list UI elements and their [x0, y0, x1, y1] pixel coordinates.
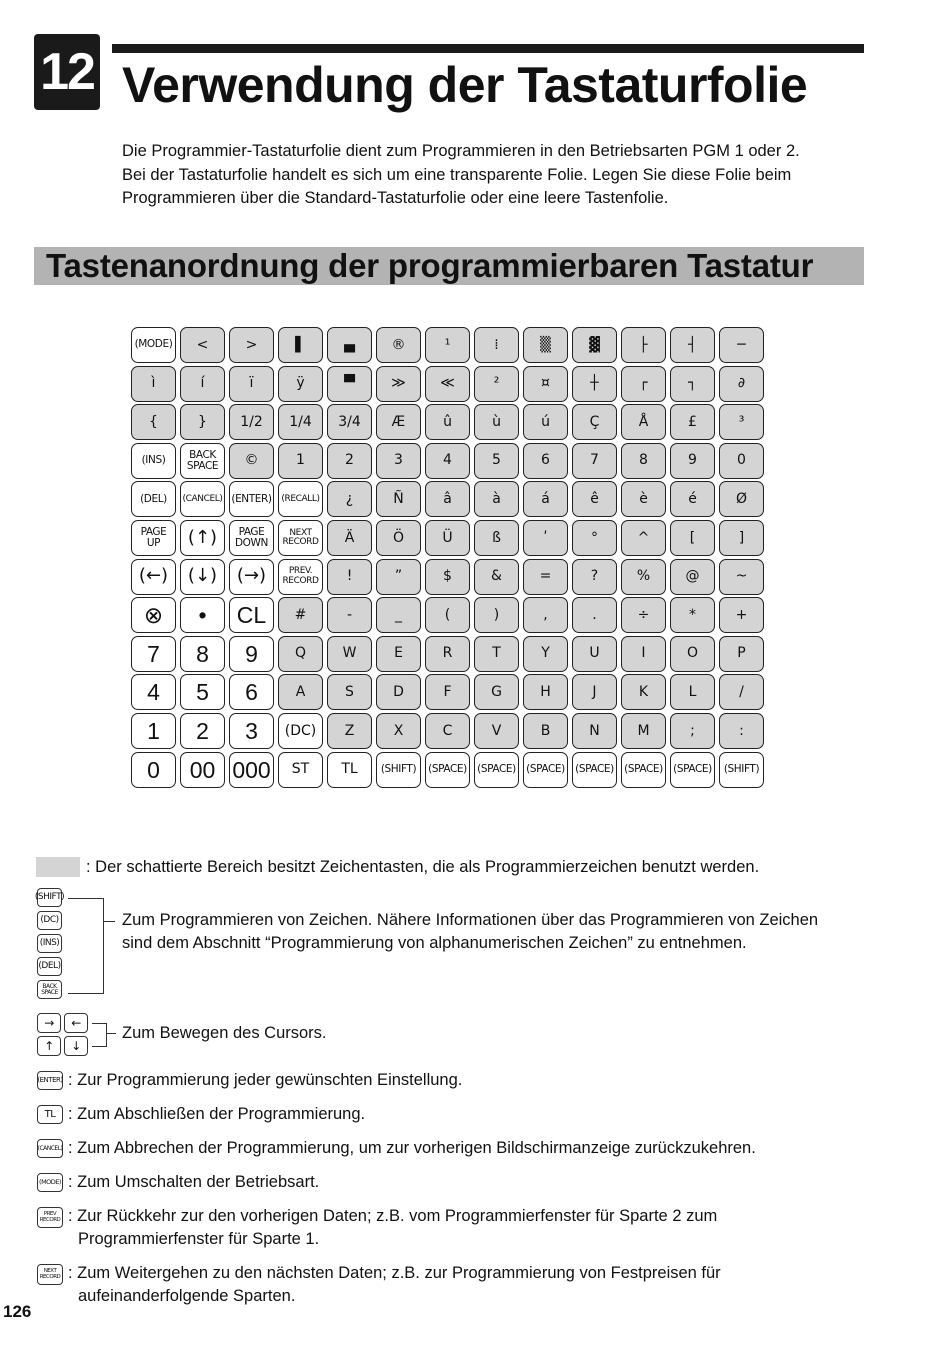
keyboard-key: [	[670, 520, 715, 556]
group-bracket-tick	[103, 921, 115, 922]
group-legend-line: Zum Programmieren von Zeichen. Nähere Informationen über das Programmieren von Zeichen	[122, 911, 819, 929]
cursor-bracket	[92, 1023, 107, 1047]
prev-record-legend-text: : Zur Rückkehr zur den vorherigen Daten; z.B. vom Programmierfenster für Sparte 2 zum	[68, 1207, 718, 1225]
keyboard-key: 9	[229, 636, 274, 672]
enter-key-mini: (ENTER)	[37, 1071, 63, 1090]
keyboard-key: ]	[719, 520, 764, 556]
keyboard-key: G	[474, 674, 519, 710]
keyboard-key: 8	[621, 443, 666, 479]
keyboard-key: _	[376, 597, 421, 633]
keyboard-key: R	[425, 636, 470, 672]
keyboard-key: }	[180, 404, 225, 440]
intro-line: Programmieren über die Standard-Tastaturfolie oder eine leere Tastenfolie.	[122, 189, 669, 207]
tl-key-mini: TL	[37, 1105, 63, 1124]
keyboard-key: í	[180, 366, 225, 402]
keyboard-key: (RECALL)	[278, 481, 323, 517]
arrow-right-icon: →	[37, 1013, 61, 1033]
keyboard-key: ®	[376, 327, 421, 363]
prev-record-key-mini: PREV RECORD	[37, 1207, 63, 1228]
intro-paragraph	[122, 140, 862, 211]
keyboard-key: ^	[621, 520, 666, 556]
keyboard-key: O	[670, 636, 715, 672]
keyboard-key: ⊗	[131, 597, 176, 633]
keyboard-key: ;	[670, 713, 715, 749]
next-record-legend-text: : Zum Weitergehen zu den nächsten Daten; z.B. zur Programmierung von Festpreisen für	[68, 1264, 721, 1282]
keyboard-key: (SPACE)	[670, 752, 715, 788]
keyboard-key: ≪	[425, 366, 470, 402]
keyboard-key: 4	[131, 674, 176, 710]
keyboard-key: 5	[180, 674, 225, 710]
tl-legend-text: : Zum Abschließen der Programmierung.	[68, 1105, 366, 1123]
keyboard-key: /	[719, 674, 764, 710]
keyboard-key: (INS)	[131, 443, 176, 479]
keyboard-key: (←)	[131, 559, 176, 595]
keyboard-key: Ö	[376, 520, 421, 556]
keyboard-key: ┤	[670, 327, 715, 363]
keyboard-key: X	[376, 713, 421, 749]
keyboard-key: &	[474, 559, 519, 595]
keyboard-key: )	[474, 597, 519, 633]
keyboard-key: (↓)	[180, 559, 225, 595]
keyboard-key: 0	[131, 752, 176, 788]
keyboard-key: ≫	[376, 366, 421, 402]
keyboard-key: NEXT RECORD	[278, 520, 323, 556]
intro-line: Die Programmier-Tastaturfolie dient zum Programmieren in den Betriebsarten PGM 1 oder 2.	[122, 142, 800, 160]
keyboard-key: S	[327, 674, 372, 710]
keyboard-key: 3	[229, 713, 274, 749]
keyboard-key: ¹	[425, 327, 470, 363]
keyboard-key: Æ	[376, 404, 421, 440]
del-key-mini: (DEL)	[37, 957, 62, 976]
keyboard-key: K	[621, 674, 666, 710]
keyboard-key: 3	[376, 443, 421, 479]
keyboard-key: E	[376, 636, 421, 672]
cursor-bracket-tick	[106, 1033, 116, 1034]
keyboard-key: 7	[572, 443, 617, 479]
keyboard-key: Y	[523, 636, 568, 672]
keyboard-key: (SPACE)	[425, 752, 470, 788]
keyboard-key: Q	[278, 636, 323, 672]
keyboard-key: A	[278, 674, 323, 710]
next-record-key-mini: NEXT RECORD	[37, 1264, 63, 1285]
keyboard-key: Ñ	[376, 481, 421, 517]
title-rule	[112, 44, 864, 53]
keyboard-key: {	[131, 404, 176, 440]
keyboard-key: W	[327, 636, 372, 672]
keyboard-key: á	[523, 481, 568, 517]
dc-key-mini: (DC)	[37, 911, 62, 930]
keyboard-key: 7	[131, 636, 176, 672]
keyboard-key: 4	[425, 443, 470, 479]
keyboard-key: ÿ	[278, 366, 323, 402]
keyboard-key: V	[474, 713, 519, 749]
keyboard-key: ▓	[572, 327, 617, 363]
keyboard-key: ù	[474, 404, 519, 440]
keyboard-key: (→)	[229, 559, 274, 595]
keyboard-key: 6	[523, 443, 568, 479]
keyboard-key: Ç	[572, 404, 617, 440]
keyboard-key: ʹ	[523, 520, 568, 556]
keyboard-key: T	[474, 636, 519, 672]
keyboard-key: ~	[719, 559, 764, 595]
keyboard-key: P	[719, 636, 764, 672]
keyboard-layout	[131, 327, 769, 791]
keyboard-key: ┐	[670, 366, 715, 402]
intro-line: Bei der Tastaturfolie handelt es sich um eine transparente Folie. Legen Sie diese Folie beim	[122, 165, 792, 184]
keyboard-key: +	[719, 597, 764, 633]
next-record-legend-text: aufeinanderfolgende Sparten.	[78, 1287, 296, 1305]
keyboard-key: ú	[523, 404, 568, 440]
keyboard-key: I	[621, 636, 666, 672]
keyboard-key: #	[278, 597, 323, 633]
cancel-key-mini: (CANCEL)	[37, 1139, 63, 1158]
keyboard-key: ,	[523, 597, 568, 633]
keyboard-key: Ä	[327, 520, 372, 556]
mode-legend-text: : Zum Umschalten der Betriebsart.	[68, 1173, 320, 1191]
keyboard-key: ▒	[523, 327, 568, 363]
cancel-legend-text: : Zum Abbrechen der Programmierung, um zur vorherigen Bildschirmanzeige zurückzukehren.	[68, 1139, 756, 1157]
keyboard-key: 000	[229, 752, 274, 788]
keyboard-key: (CANCEL)	[180, 481, 225, 517]
chapter-number: 12	[34, 34, 100, 110]
keyboard-key: B	[523, 713, 568, 749]
cursor-legend-text: Zum Bewegen des Cursors.	[122, 1024, 327, 1042]
keyboard-key: M	[621, 713, 666, 749]
keyboard-key: ┼	[572, 366, 617, 402]
keyboard-key: ¿	[327, 481, 372, 517]
keyboard-key: 1	[278, 443, 323, 479]
keyboard-key: ÷	[621, 597, 666, 633]
keyboard-key: <	[180, 327, 225, 363]
keyboard-key: (	[425, 597, 470, 633]
keyboard-key: ¤	[523, 366, 568, 402]
keyboard-key: 1/4	[278, 404, 323, 440]
keyboard-key: °	[572, 520, 617, 556]
group-bracket	[68, 898, 104, 994]
keyboard-key: PREV. RECORD	[278, 559, 323, 595]
keyboard-key: ©	[229, 443, 274, 479]
keyboard-key: û	[425, 404, 470, 440]
shaded-swatch	[36, 857, 80, 877]
keyboard-key: U	[572, 636, 617, 672]
keyboard-key: ⁞	[474, 327, 519, 363]
keyboard-key: H	[523, 674, 568, 710]
arrow-down-icon: ↓	[64, 1036, 88, 1056]
keyboard-key: J	[572, 674, 617, 710]
keyboard-key: (SPACE)	[621, 752, 666, 788]
keyboard-key: %	[621, 559, 666, 595]
keyboard-key: ┌	[621, 366, 666, 402]
backspace-key-mini: BACK SPACE	[37, 980, 62, 999]
keyboard-key: =	[523, 559, 568, 595]
keyboard-key: à	[474, 481, 519, 517]
keyboard-key: ê	[572, 481, 617, 517]
keyboard-key: Z	[327, 713, 372, 749]
keyboard-key: ∂	[719, 366, 764, 402]
keyboard-key: TL	[327, 752, 372, 788]
keyboard-key: ▄	[327, 327, 372, 363]
arrow-left-icon: ←	[64, 1013, 88, 1033]
prev-record-legend-text: Programmierfenster für Sparte 1.	[78, 1230, 320, 1248]
keyboard-key: 1/2	[229, 404, 274, 440]
keyboard-key: 8	[180, 636, 225, 672]
keyboard-key: •	[180, 597, 225, 633]
shaded-legend-text: : Der schattierte Bereich besitzt Zeichentasten, die als Programmierzeichen benutzt werden.	[86, 858, 760, 876]
keyboard-key: :	[719, 713, 764, 749]
page-number: 126	[3, 1302, 32, 1321]
keyboard-key: $	[425, 559, 470, 595]
keyboard-key: (SPACE)	[572, 752, 617, 788]
keyboard-key: ß	[474, 520, 519, 556]
keyboard-key: (SHIFT)	[719, 752, 764, 788]
keyboard-key: 6	[229, 674, 274, 710]
keyboard-key: ─	[719, 327, 764, 363]
keyboard-key: (MODE)	[131, 327, 176, 363]
keyboard-key: Å	[621, 404, 666, 440]
keyboard-key: *	[670, 597, 715, 633]
keyboard-key: (ENTER)	[229, 481, 274, 517]
keyboard-key: é	[670, 481, 715, 517]
keyboard-key: ?	[572, 559, 617, 595]
page-title: Verwendung der Tastaturfolie	[122, 57, 808, 113]
keyboard-key: ì	[131, 366, 176, 402]
keyboard-key: 2	[327, 443, 372, 479]
keyboard-key: L	[670, 674, 715, 710]
keyboard-key: ▀	[327, 366, 372, 402]
keyboard-key: >	[229, 327, 274, 363]
group-legend-line: sind dem Abschnitt “Programmierung von alphanumerischen Zeichen” zu entnehmen.	[122, 934, 747, 952]
keyboard-key: 1	[131, 713, 176, 749]
keyboard-key: @	[670, 559, 715, 595]
keyboard-key: ”	[376, 559, 421, 595]
keyboard-key: ├	[621, 327, 666, 363]
keyboard-key: Ø	[719, 481, 764, 517]
shift-key-mini: (SHIFT)	[37, 888, 62, 907]
arrow-up-icon: ↑	[37, 1036, 61, 1056]
keyboard-key: 2	[180, 713, 225, 749]
keyboard-key: (SHIFT)	[376, 752, 421, 788]
keyboard-key: .	[572, 597, 617, 633]
keyboard-key: 9	[670, 443, 715, 479]
keyboard-key: ▌	[278, 327, 323, 363]
keyboard-key: è	[621, 481, 666, 517]
section-heading: Tastenanordnung der programmierbaren Tastatur	[46, 247, 814, 284]
keyboard-key: D	[376, 674, 421, 710]
keyboard-key: (DEL)	[131, 481, 176, 517]
keyboard-key: Ü	[425, 520, 470, 556]
keyboard-key: (SPACE)	[523, 752, 568, 788]
keyboard-key: -	[327, 597, 372, 633]
keyboard-key: ST	[278, 752, 323, 788]
keyboard-key: 0	[719, 443, 764, 479]
keyboard-key: C	[425, 713, 470, 749]
keyboard-key: (DC)	[278, 713, 323, 749]
keyboard-key: (SPACE)	[474, 752, 519, 788]
keyboard-key: !	[327, 559, 372, 595]
mode-key-mini: (MODE)	[37, 1173, 63, 1192]
keyboard-key: CL	[229, 597, 274, 633]
keyboard-key: 00	[180, 752, 225, 788]
keyboard-key: F	[425, 674, 470, 710]
keyboard-key: ³	[719, 404, 764, 440]
keyboard-key: 5	[474, 443, 519, 479]
keyboard-key: ²	[474, 366, 519, 402]
keyboard-key: BACK SPACE	[180, 443, 225, 479]
keyboard-key: PAGE UP	[131, 520, 176, 556]
ins-key-mini: (INS)	[37, 934, 62, 953]
keyboard-key: (↑)	[180, 520, 225, 556]
keyboard-key: N	[572, 713, 617, 749]
enter-legend-text: : Zur Programmierung jeder gewünschten Einstellung.	[68, 1071, 463, 1089]
keyboard-key: â	[425, 481, 470, 517]
keyboard-key: 3/4	[327, 404, 372, 440]
keyboard-key: £	[670, 404, 715, 440]
keyboard-key: ï	[229, 366, 274, 402]
keyboard-key: PAGE DOWN	[229, 520, 274, 556]
